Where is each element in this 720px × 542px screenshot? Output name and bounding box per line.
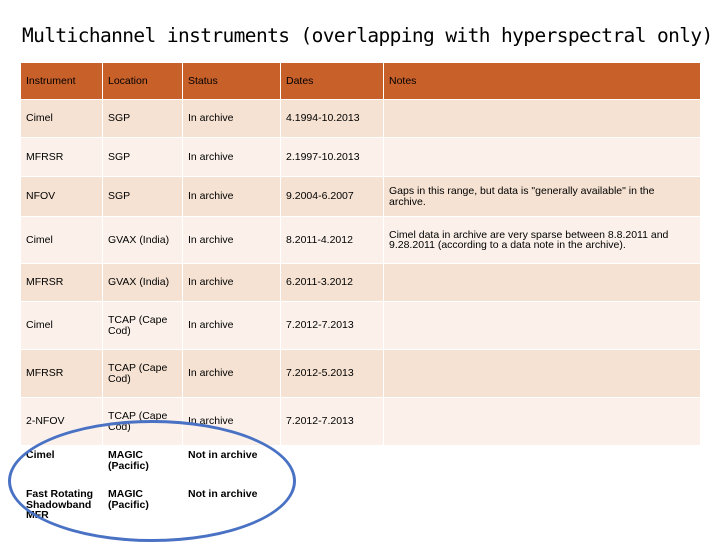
cell-dates: 8.2011-4.2012 [281, 217, 384, 264]
cell-instrument: Cimel [21, 446, 103, 485]
table-row [21, 485, 701, 525]
cell-notes [384, 446, 701, 485]
cell-notes [384, 485, 701, 525]
cell-status: In archive [183, 264, 281, 302]
cell-status: In archive [183, 177, 281, 217]
cell-notes [384, 302, 701, 350]
cell-location: TCAP (Cape Cod) [103, 302, 183, 350]
slide-title: Multichannel instruments (overlapping with hyperspectral only) [22, 24, 713, 47]
table-header-row [21, 63, 701, 100]
table-row [21, 302, 701, 350]
cell-instrument: MFRSR [21, 350, 103, 398]
cell-instrument: MFRSR [21, 264, 103, 302]
cell-status: In archive [183, 217, 281, 264]
header-status: Status [183, 63, 281, 100]
cell-location: TCAP (Cape Cod) [103, 398, 183, 446]
cell-dates: 2.1997-10.2013 [281, 138, 384, 177]
table-row [21, 138, 701, 177]
cell-location: GVAX (India) [103, 217, 183, 264]
cell-dates: 4.1994-10.2013 [281, 100, 384, 138]
table-row [21, 100, 701, 138]
header-location: Location [103, 63, 183, 100]
cell-location: GVAX (India) [103, 264, 183, 302]
cell-status: In archive [183, 100, 281, 138]
table-row [21, 446, 701, 485]
table-row [21, 398, 701, 446]
cell-location: MAGIC (Pacific) [103, 446, 183, 485]
cell-dates [281, 446, 384, 485]
cell-dates: 9.2004-6.2007 [281, 177, 384, 217]
cell-notes: Cimel data in archive are very sparse between 8.8.2011 and 9.28.2011 (according to a data note in the archive). [384, 217, 701, 264]
table-row [21, 264, 701, 302]
header-dates: Dates [281, 63, 384, 100]
header-notes: Notes [384, 63, 701, 100]
cell-status: In archive [183, 302, 281, 350]
cell-dates: 7.2012-7.2013 [281, 302, 384, 350]
cell-status: In archive [183, 138, 281, 177]
cell-notes [384, 138, 701, 177]
cell-status: In archive [183, 398, 281, 446]
cell-location: SGP [103, 100, 183, 138]
cell-notes [384, 350, 701, 398]
cell-instrument: Cimel [21, 217, 103, 264]
cell-status: Not in archive [183, 446, 281, 485]
cell-dates: 7.2012-7.2013 [281, 398, 384, 446]
table-row [21, 350, 701, 398]
cell-notes [384, 100, 701, 138]
header-instrument: Instrument [21, 63, 103, 100]
cell-location: SGP [103, 138, 183, 177]
cell-instrument: Fast Rotating Shadowband MFR [21, 485, 103, 525]
cell-notes [384, 264, 701, 302]
cell-instrument: Cimel [21, 302, 103, 350]
cell-notes: Gaps in this range, but data is "generally available" in the archive. [384, 177, 701, 217]
instrument-table [20, 62, 701, 525]
cell-dates: 7.2012-5.2013 [281, 350, 384, 398]
cell-location: TCAP (Cape Cod) [103, 350, 183, 398]
cell-instrument: MFRSR [21, 138, 103, 177]
cell-dates: 6.2011-3.2012 [281, 264, 384, 302]
cell-instrument: 2-NFOV [21, 398, 103, 446]
cell-location: MAGIC (Pacific) [103, 485, 183, 525]
cell-status: In archive [183, 350, 281, 398]
cell-instrument: Cimel [21, 100, 103, 138]
table-row [21, 177, 701, 217]
cell-instrument: NFOV [21, 177, 103, 217]
cell-dates [281, 485, 384, 525]
cell-location: SGP [103, 177, 183, 217]
table-row [21, 217, 701, 264]
cell-notes [384, 398, 701, 446]
cell-status: Not in archive [183, 485, 281, 525]
